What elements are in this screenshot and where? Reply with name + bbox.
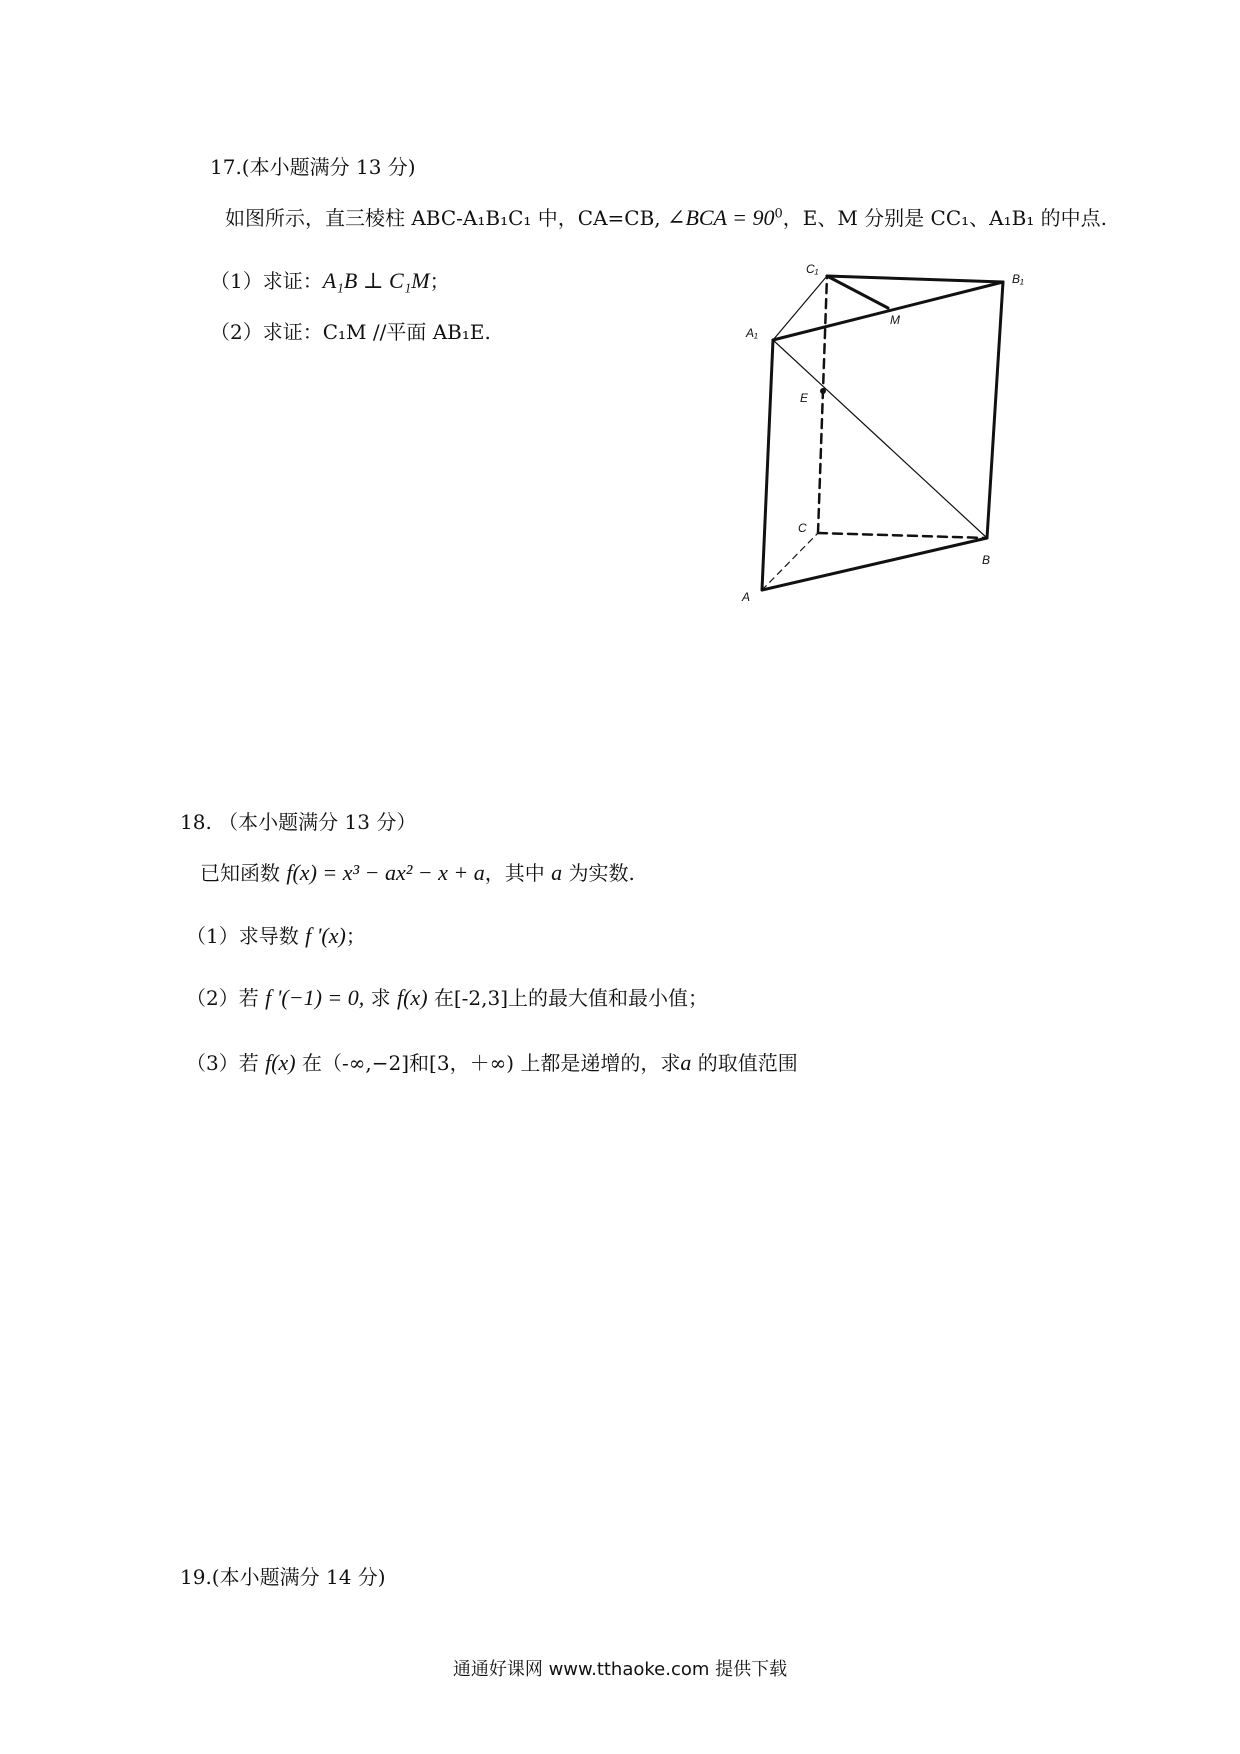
q18-func: f(x) = x³ − ax² − x + a: [286, 860, 485, 885]
edge-c-b: [818, 533, 987, 538]
q17-part1-math: A₁B ⊥ C₁M: [322, 268, 430, 293]
q18-intro: [200, 860, 635, 886]
q18-intro-b: ，其中: [484, 861, 552, 885]
q18-part3: [186, 1050, 798, 1076]
edge-c-c1: [818, 276, 827, 533]
q18-part2: [186, 985, 708, 1011]
q18-part3-prefix: （3）若: [186, 1051, 266, 1075]
q18-part1-prefix: （1）求导数: [186, 924, 306, 948]
q17-intro-a: 如图所示，直三棱柱 ABC-A₁B₁C₁ 中，CA=CB,: [225, 206, 668, 230]
label-b1: B₁: [1012, 272, 1024, 286]
q17-angle: ∠BCA = 90: [667, 205, 775, 230]
q18-part2-suffix: 在[-2,3]上的最大值和最小值；: [427, 986, 709, 1010]
label-c1: C₁: [806, 262, 819, 276]
footer-credit: 通通好课网 www.tthaoke.com 提供下载: [452, 1659, 788, 1680]
q18-part3-math: f(x): [265, 1050, 296, 1075]
q17-part1: [210, 268, 450, 294]
q18-part3-suffix: 的取值范围: [691, 1051, 798, 1075]
q19-title: 19.(本小题满分 14 分): [180, 1565, 386, 1589]
q17-part2: （2）求证：C₁M //平面 AB₁E.: [210, 320, 491, 344]
q18-part2-mid: 求: [364, 986, 397, 1010]
label-b: B: [982, 553, 991, 567]
q17-angle-sup: 0: [774, 206, 783, 222]
q18-part2-prefix: （2）若: [186, 986, 266, 1010]
point-e: [820, 388, 826, 394]
q18-title: 18. （本小题满分 13 分）: [180, 810, 417, 834]
q17-title: 17.(本小题满分 13 分): [210, 155, 416, 179]
q17-intro: [225, 205, 1107, 231]
edge-c1-b1: [827, 276, 1003, 282]
label-a: A: [742, 590, 751, 604]
q18-part1-suffix: ；: [345, 924, 366, 948]
edge-a1-c1: [773, 276, 827, 340]
label-m: M: [890, 313, 900, 327]
q18-intro-a: 已知函数: [200, 861, 287, 885]
segment-c1-m: [827, 276, 888, 308]
q18-intro-c: 为实数.: [562, 861, 635, 885]
q18-part1: [186, 923, 366, 949]
q18-var-a: a: [551, 860, 563, 885]
edge-a-c: [762, 533, 818, 590]
q18-part1-math: f '(x): [305, 923, 346, 948]
edge-a-a1: [762, 340, 773, 590]
label-a1: A₁: [746, 326, 758, 340]
q18-part2-math: f '(−1) = 0,: [265, 985, 365, 1010]
edge-a1-b1: [773, 282, 1003, 340]
q17-part1-suffix: ；: [429, 269, 450, 293]
q18-part3-mid: 在（-∞,−2]和[3，＋∞) 上都是递增的，求: [295, 1051, 681, 1075]
edge-a-b: [762, 538, 987, 590]
label-e: E: [800, 391, 809, 405]
prism-figure: [720, 255, 1050, 615]
q18-part2-math2: f(x): [396, 985, 428, 1010]
label-c: C: [798, 521, 807, 535]
q17-intro-b: ，E、M 分别是 CC₁、A₁B₁ 的中点.: [782, 206, 1108, 230]
edge-b-b1: [987, 282, 1003, 538]
q17-part1-prefix: （1）求证：: [210, 269, 323, 293]
segment-a1-b: [773, 340, 987, 538]
q18-part3-var: a: [680, 1050, 692, 1075]
